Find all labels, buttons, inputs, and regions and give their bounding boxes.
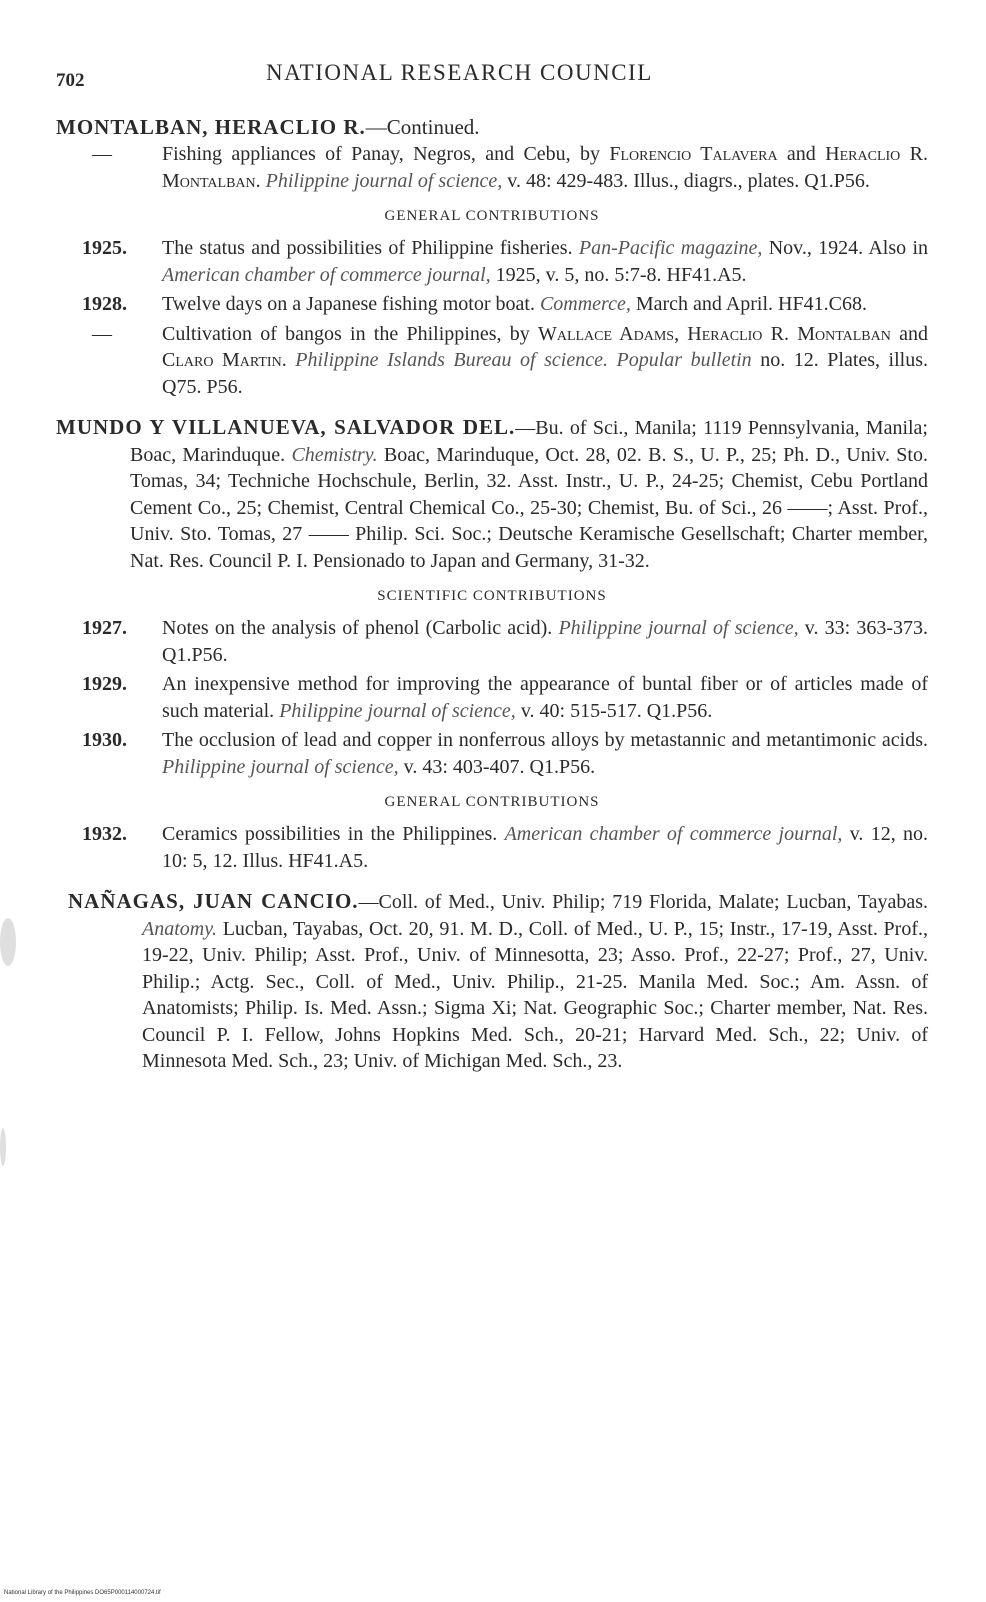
entry-heading	[56, 114, 928, 141]
item-citation: no. 12. Plates, illus. Q75. P56.	[162, 349, 929, 398]
item-text	[162, 615, 928, 668]
item-journal: Commerce,	[539, 293, 631, 315]
item-title: Fishing appliances of Panay, Negros, and Cebu, by	[162, 143, 610, 165]
section-heading: GENERAL CONTRIBUTIONS	[384, 794, 600, 810]
item-year: 1925.	[82, 237, 127, 259]
item-year: 1932.	[82, 823, 127, 845]
item-citation: v. 12, no. 10: 5, 12. Illus. HF41.A5.	[162, 823, 929, 872]
entry-nanagas	[56, 888, 928, 1075]
item-journal: Philippine Islands Bureau of science. Popular bulletin	[295, 349, 752, 371]
item-journal: Philippine journal of science,	[162, 755, 399, 778]
bio-address: —Coll. of Med., Univ. Philip; 719 Florida, Malate; Lucban, Tayabas.	[358, 891, 928, 913]
item-journal: Philippine journal of science,	[558, 617, 799, 639]
entry-bio	[56, 414, 928, 574]
item-title: The occlusion of lead and copper in nonferrous alloys by metastannic and metantimonic acids.	[162, 729, 928, 751]
item-citation: v. 48: 429-483. Illus., diagrs., plates. Q1.P56.	[502, 169, 870, 192]
item-title: Ceramics possibilities in the Philippines.	[162, 823, 505, 845]
item-text	[162, 821, 928, 874]
item-title: An inexpensive method for improving the appearance of buntal fiber or of articles made of such material.	[162, 673, 928, 722]
item-text	[162, 727, 928, 780]
bio-details: Lucban, Tayabas, Oct. 20, 91. M. D., Coll. of Med., U. P., 15; Instr., 17-19, Asst. Prof., 19-22, Univ. Philip; Asst. Prof., Univ. of Minnesotta, 23; Asso. Prof., 22-27; Prof., 27, Univ. Philip.; Actg. Sec., Coll. of Med., Univ. Philip., 21-25. Manila Med. Soc.; Am. Assn. of Anatomists; Philip. Is. Med. Assn.; Sigma Xi; Nat. Geographic Soc.; Charter member, Nat. Res. Council P. I. Fellow, Johns Hopkins Med. Sch., 20-21; Harvard Med. Sch., 22; Univ. of Minnesota Med. Sch., 23; Univ. of Michigan Med. Sch., 23.	[142, 917, 928, 1072]
list-item	[56, 141, 928, 194]
page-header	[56, 58, 926, 94]
item-journal: Philippine journal of science,	[265, 169, 503, 192]
scan-smudge	[0, 1128, 6, 1166]
item-citation: March and April. HF41.C68.	[630, 293, 867, 315]
item-text	[162, 671, 928, 724]
list-item	[56, 671, 928, 724]
entry-mundo	[56, 414, 928, 874]
item-citation: v. 43: 403-407. Q1.P56.	[398, 755, 596, 778]
page-number: 702	[56, 70, 85, 91]
item-text	[162, 321, 928, 401]
item-title: Cultivation of bangos in the Philippines, by	[162, 322, 538, 345]
item-year: 1929.	[82, 673, 127, 695]
list-item	[56, 291, 928, 318]
item-citation: v. 40: 515-517. Q1.P56.	[515, 699, 713, 722]
list-item	[56, 821, 928, 874]
entry-montalban	[56, 114, 928, 400]
item-journal: Pan-Pacific magazine,	[578, 237, 763, 259]
item-text	[162, 141, 928, 194]
section-heading: SCIENTIFIC CONTRIBUTIONS	[377, 588, 607, 604]
item-dash: —	[92, 322, 112, 345]
item-journal: Philippine journal of science,	[279, 699, 516, 722]
item-connector: and	[890, 322, 928, 345]
section-heading: GENERAL CONTRIBUTIONS	[384, 208, 600, 224]
list-item	[56, 321, 928, 401]
bio-field: Anatomy.	[142, 917, 217, 940]
item-citation: 1925, v. 5, no. 5:7-8. HF41.A5.	[490, 263, 747, 286]
item-year: 1928.	[82, 293, 127, 315]
item-author: Wallace Adams, Heraclio R. Montalban	[537, 322, 891, 345]
item-dash: —	[92, 143, 112, 165]
list-item	[56, 727, 928, 780]
list-item	[56, 235, 928, 288]
item-text	[162, 291, 928, 318]
page-body	[56, 114, 928, 1075]
continued-label: —Continued.	[365, 115, 480, 139]
item-title: Notes on the analysis of phenol (Carbolic acid).	[162, 617, 559, 639]
item-connector: and	[777, 143, 826, 165]
scan-smudge	[0, 918, 16, 966]
bio-details: Boac, Marinduque, Oct. 28, 02. B. S., U. P., 25; Ph. D., Univ. Sto. Tomas, 34; Techniche Hochschule, Berlin, 32. Asst. Instr., U. P., 24-25; Chemist, Cebu Portland Cement Co., 25; Chemist, Central Chemical Co., 25-30; Chemist, Bu. of Sci., 26 ——; Asst. Prof., Univ. Sto. Tomas, 27 —— Philip. Sci. Soc.; Deutsche Keramische Gesellschaft; Charter member, Nat. Res. Council P. I. Pensionado to Japan and Germany, 31-32.	[130, 443, 928, 572]
item-citation: v. 33: 363-373. Q1.P56.	[162, 617, 928, 666]
item-author: Claro Martin	[162, 349, 282, 371]
entry-name: MONTALBAN, HERACLIO R.	[56, 115, 366, 139]
item-connector: .	[281, 349, 296, 371]
item-title: Twelve days on a Japanese fishing motor boat.	[162, 293, 540, 315]
item-journal: American chamber of commerce journal,	[504, 823, 843, 845]
item-journal: American chamber of commerce journal,	[162, 263, 491, 286]
item-title: The status and possibilities of Philippine fisheries.	[162, 237, 579, 259]
bio-address: —Bu. of Sci., Manila; 1119 Pennsylvania, Manila; Boac, Marinduque.	[130, 417, 928, 466]
item-year: 1930.	[82, 729, 127, 751]
entry-name: NAÑAGAS, JUAN CANCIO.	[68, 889, 359, 913]
item-author: Heraclio R. Montalban	[162, 143, 928, 192]
item-year: 1927.	[82, 617, 127, 639]
item-text	[162, 235, 928, 288]
bio-field: Chemistry.	[291, 443, 378, 466]
running-title: NATIONAL RESEARCH COUNCIL	[266, 60, 653, 85]
list-item	[56, 615, 928, 668]
item-author: Florencio Talavera	[609, 143, 778, 165]
entry-name: MUNDO Y VILLANUEVA, SALVADOR DEL.	[56, 415, 516, 439]
scan-footer: National Library of the Philippines DO65P000114000724.tif	[4, 1590, 161, 1596]
item-connector: .	[255, 169, 266, 192]
item-citation: Nov., 1924. Also in	[762, 237, 929, 259]
entry-bio	[56, 888, 928, 1075]
